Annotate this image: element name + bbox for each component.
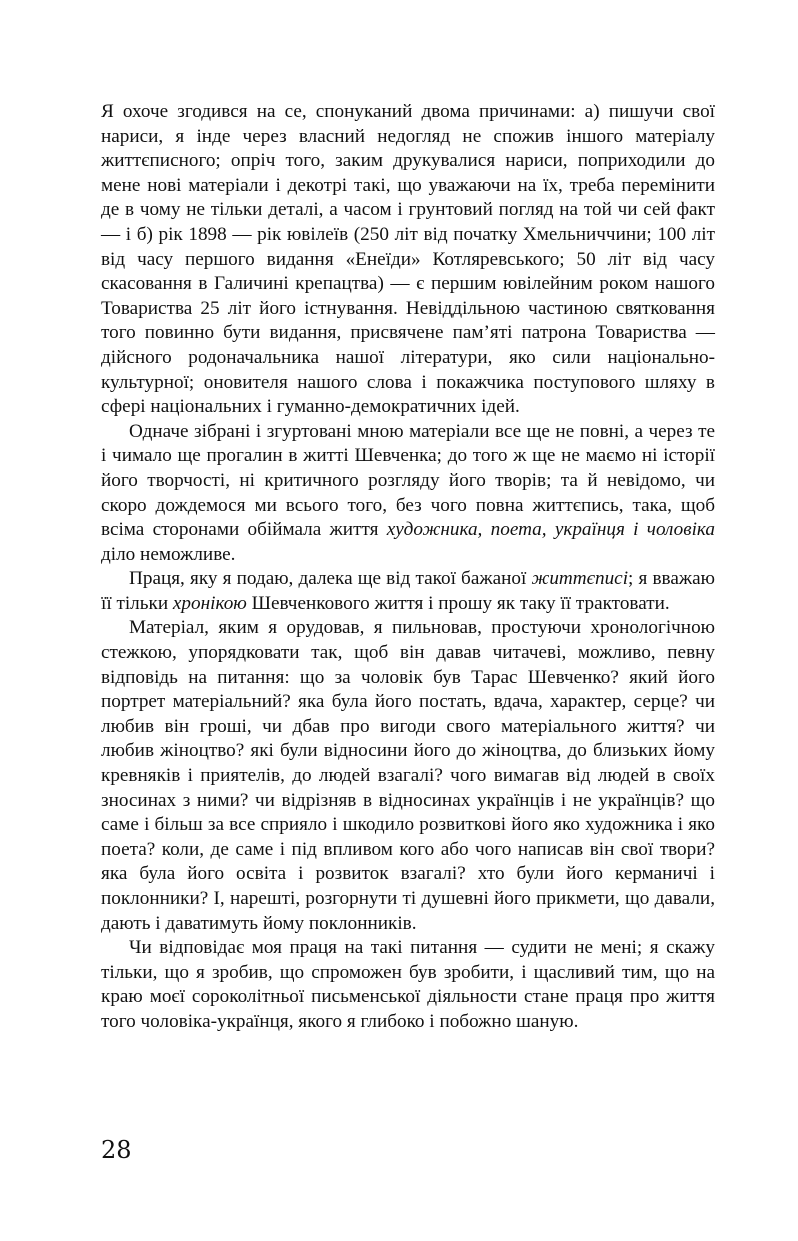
body-text xyxy=(101,100,715,1035)
italic-phrase: художника, поета, українця і чоловіка xyxy=(386,519,716,541)
paragraph-text: ; я вважаю її тільки xyxy=(101,568,715,614)
italic-phrase: хронікою xyxy=(172,592,247,614)
paragraph-text: діло неможливе. xyxy=(101,543,236,565)
paragraph-text: Шевченкового життя і прошу як таку її трактовати. xyxy=(246,592,670,614)
paragraph xyxy=(101,936,715,1034)
paragraph-text: Чи відповідає моя праця на такі питання — судити не мені; я скажу тільки, що я зробив, що спроможен був зробити, і щасливий тим, що на краю моєї сороколітньої письменської діяльности стане праця про життя того чоловіка-українця, якого я глибоко і побожно шаную. xyxy=(101,937,715,1032)
paragraph-text: Я охоче згодився на се, спонуканий двома причинами: а) пишучи свої нариси, я інде через власний недогляд не спожив іншого матеріалу життєписного; опріч того, заким друкувалися нариси, поприходили до мене нові матеріали і декотрі такі, що уважаючи на їх, треба перемінити де в чому не тільки деталі, а часом і грунтовий погляд на той чи сей факт — і б) рік 1898 — рік ювілеїв (250 літ від початку Хмельниччини; 100 літ від часу першого видання «Енеїди» Котляревського; 50 літ від часу скасовання в Галичині крепацтва) — є першим ювілейним роком нашого Товариства 25 літ його істнування. Невіддільною частиною святковання того повинно бути видання, присвячене пам’яті патрона Товариства — дійсного родоначальника нашої літератури, яко сили національно-культурної; оновителя нашого слова і покажчика поступового шляху в сфері національних і гуманно-демократичних ідей. xyxy=(101,101,715,418)
paragraph xyxy=(101,567,715,616)
italic-phrase: життєписі xyxy=(531,568,629,590)
paragraph-text: Матеріал, яким я орудовав, я пильновав, простуючи хронологічною стежкою, упорядковати так, щоб він давав читачеві, можливо, певну відповідь на питання: що за чоловік був Тарас Шевченко? який його портрет матеріальний? яка була його постать, вдача, характер, серце? чи любив він гроші, чи дбав про вигоди свого матеріального життя? чи любив жіноцтво? які були відносини його до жіноцтва, до близьких йому кревняків і приятелів, до людей взагалі? чого вимагав від людей в своїх зносинах з ними? чи відрізняв в відносинах українців і не українців? що саме і більш за все сприяло і шкодило розвиткові його яко художника і яко поета? коли, де саме і під впливом кого або чого написав він свої твори? яка була його освіта і розвиток взагалі? хто були його керманичі і поклонники? І, нарешті, розгорнути ті душевні його прикмети, що давали, дають і даватимуть йому поклонників. xyxy=(101,617,715,934)
paragraph xyxy=(101,420,715,568)
paragraph xyxy=(101,100,715,420)
paragraph-text: Праця, яку я подаю, далека ще від такої бажаної xyxy=(129,568,532,590)
page-number: 28 xyxy=(101,1136,132,1164)
paragraph xyxy=(101,616,715,936)
paragraph-text: Одначе зібрані і згуртовані мною матеріали все ще не повні, а через те і чимало ще прогалин в житті Шевченка; до того ж ще не маємо ні історії його творчості, ні критичного розгляду його творів; та й невідомо, чи скоро дождемося ми всього того, без чого повна життєпись, така, щоб всіма сторонами обіймала життя xyxy=(101,420,715,541)
